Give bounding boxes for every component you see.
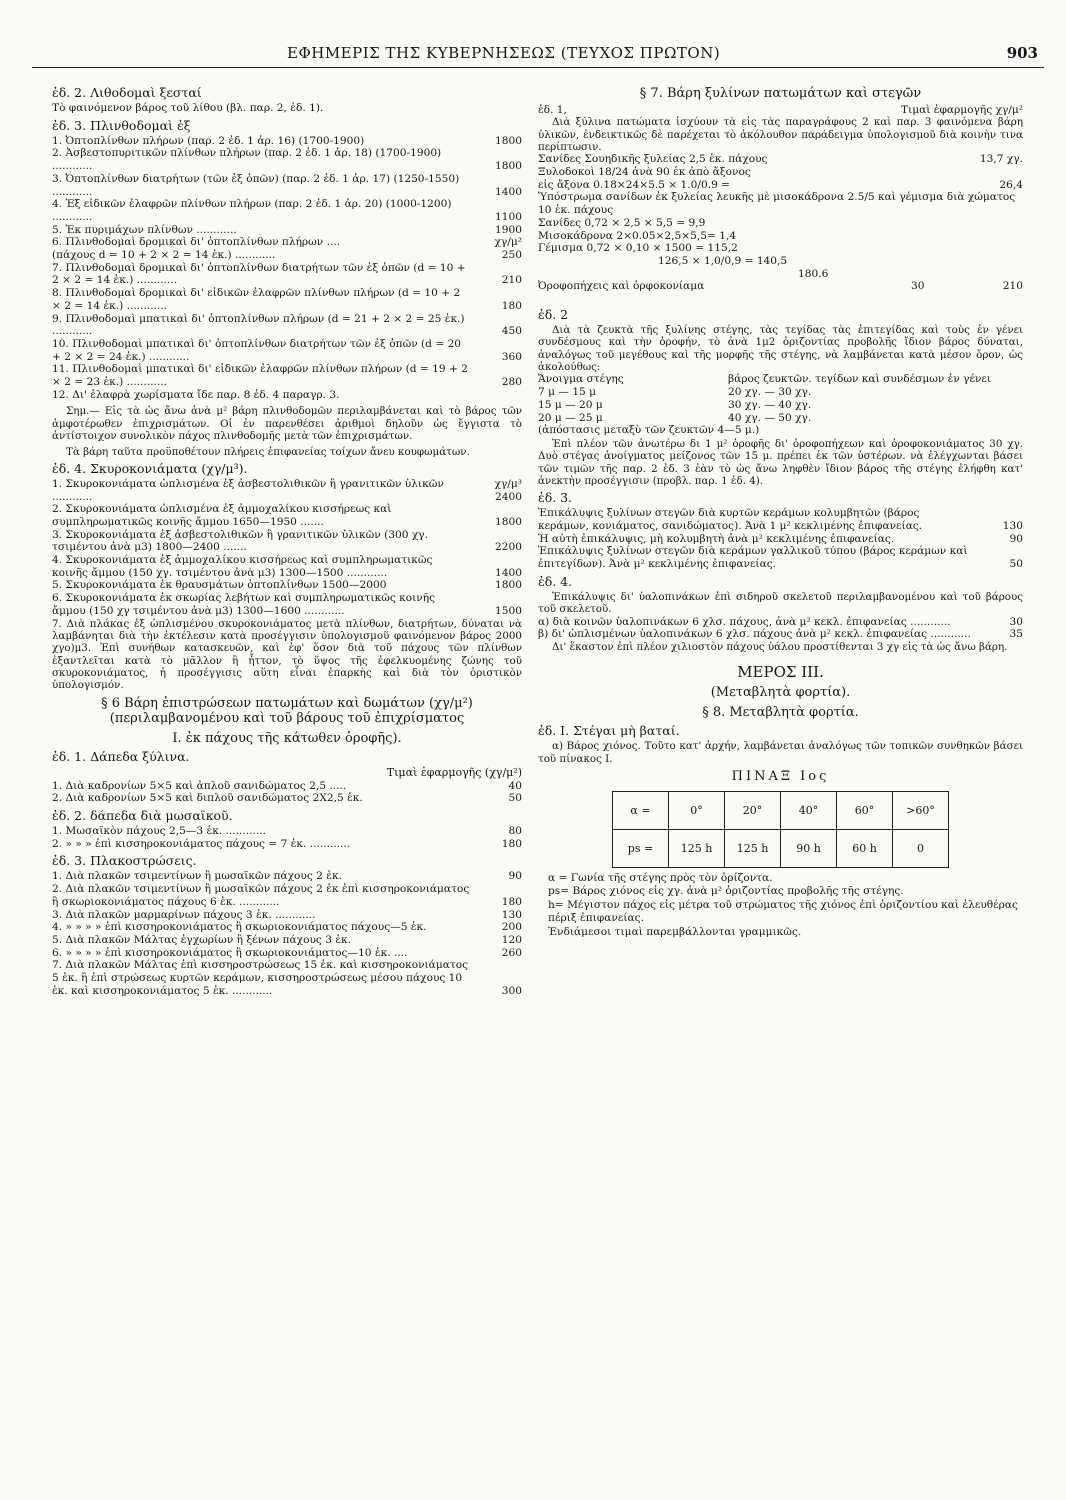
concrete-7: 7. Διὰ πλάκας ἐξ ὡπλισμένου σκυροκονιάματος μετὰ πλίνθων, διατρήτων, δύναται νὰ λαμβάνηται διὰ τὴν ἐκτέλεσιν κατὰ προσέγγισιν ὑπολογισμοῦ φαινόμενον βάρος 2000 χγο)μ3. Ἐπὶ συνήθων κατασκευῶν, καὶ ἐφ' ὅσον διὰ τοῦ πάχους τῶν πλίνθων ἐξαντλεῖται κατὰ τὸ μᾶλλον ἢ ἧττον, τὸ ὕψος τῆς ἐφελκυομένης ζώνης τοῦ σκυροκονιάματος, ἡ προσέγγισις αὕτη εἶναι ἐπαρκὴς καὶ διὰ τὸν ὁριστικὸν ὑπολογισμόν. bbox=[52, 617, 522, 692]
ed2-title: ἐδ. 2. Λιθοδομαὶ ξεσταί bbox=[52, 85, 202, 100]
tiles-list bbox=[52, 870, 522, 997]
snow-table bbox=[612, 791, 949, 868]
unit-head-left: Τιμαὶ ἐφαρμογῆς (χγ/μ²) bbox=[386, 766, 522, 780]
brick-item-value: 180 bbox=[501, 299, 522, 312]
brick-item-text: (πάχους d = 10 + 2 × 2 = 14 ἑκ.) ............ bbox=[52, 249, 276, 262]
brick-item-text: 3. Ὀπτοπλίνθων διατρήτων (τῶν ἐξ ὀπῶν) (παρ. 2 ἐδ. 1 ἀρ. 17) (1250-1550) ............ bbox=[52, 172, 460, 198]
part-title: ΜΕΡΟΣ ΙΙΙ. bbox=[737, 663, 824, 682]
tile-item bbox=[52, 909, 522, 922]
concrete-item bbox=[52, 529, 522, 554]
page-header bbox=[32, 38, 1044, 68]
concrete-item-text: 4. Σκυροκονιάματα ἐξ ἀμμοχαλίκου κισσήρεως καὶ συμπληρωματικῶς κοινῆς ἄμμου (150 χγ. τσιμέντου ἀνὰ μ3) 1300—1500 ............ bbox=[52, 554, 433, 579]
calc-3: εἰς ἄξονα 0.18×24×5.5 × 1.0/0.9 = bbox=[538, 178, 731, 191]
brick-item bbox=[52, 313, 522, 338]
brick-item-text: 2. Ἀσβεστοπυριτικῶν πλίνθων πλήρων (παρ. 2 ἐδ. 1 ἀρ. 18) (1700-1900) ............ bbox=[52, 147, 442, 173]
note-2: Τὰ βάρη ταῦτα προϋποθέτουν πλήρεις ἐπιφανείας τοίχων ἄνευ κουφωμάτων. bbox=[66, 445, 470, 458]
concrete-item bbox=[52, 503, 522, 528]
calc-row-3 bbox=[538, 179, 1023, 192]
glass-item bbox=[538, 628, 1023, 641]
tile-item-text: 1. Διὰ πλακῶν τσιμεντίνων ἢ μωσαϊκῶν πάχους 2 ἑκ. bbox=[52, 870, 342, 883]
table-cell-angle: 40° bbox=[781, 791, 837, 829]
roof-span: 15 μ — 20 μ bbox=[538, 398, 603, 411]
table-cell-angle: α = bbox=[613, 791, 669, 829]
mosaic-list bbox=[52, 825, 522, 850]
glass-list bbox=[538, 616, 1023, 641]
mosaic-item bbox=[52, 838, 522, 851]
tile-item-text: 6. » » » » ἐπὶ κισσηροκονιάματος ἢ σκωριοκονιάματος—10 ἑκ. .... bbox=[52, 946, 408, 959]
tile-item-value: 130 bbox=[501, 908, 522, 921]
roof-weight: 30 χγ. — 40 χγ. bbox=[728, 398, 812, 411]
brick-item bbox=[52, 173, 522, 198]
concrete-item-value: 1500 bbox=[495, 604, 522, 617]
brick-item bbox=[52, 147, 522, 172]
wood-list bbox=[52, 780, 522, 805]
tile-item bbox=[52, 934, 522, 947]
roof-weight: 40 χγ. — 50 χγ. bbox=[728, 411, 812, 424]
brick-item-text: 10. Πλινθοδομαὶ μπατικαὶ δι' ὀπτοπλίνθων διατρήτων τῶν ἐξ ὀπῶν (d = 20 + 2 × 2 = 24 ἑκ.) ............ bbox=[52, 337, 462, 363]
roof-rows bbox=[538, 386, 1023, 424]
brick-item-value: 1900 bbox=[495, 223, 522, 236]
brick-item bbox=[52, 198, 522, 223]
concrete-item-text: 5. Σκυροκονιάματα ἐκ θραυσμάτων ὀπτοπλίνθων 1500—2000 bbox=[52, 579, 387, 592]
table-row-angle bbox=[613, 791, 949, 829]
cover-item-value: 130 bbox=[1002, 520, 1023, 533]
brick-item-text: 7. Πλινθοδομαὶ δρομικαὶ δι' ὀπτοπλίνθων διατρήτων τῶν ἐξ ὀπῶν (d = 10 + 2 × 2 = 14 ἑκ.) ............ bbox=[52, 261, 466, 287]
calc-6: Μισοκάδρονα 2×0.05×2,5×5,5= 1,4 bbox=[538, 229, 737, 242]
unit-head-right: Τιμαὶ ἐφαρμογῆς χγ/μ² bbox=[901, 103, 1023, 116]
mosaic-item-value: 80 bbox=[508, 825, 522, 838]
ed2-right: ἐδ. 2 bbox=[538, 307, 569, 323]
concrete-item-text: 6. Σκυροκονιάματα ἐκ σκωρίας λεβήτων καὶ συμπληρωματικῶς κοινῆς ἄμμου (150 χγ τσιμέντου ἀνὰ μ3) 1300—1600 ............ bbox=[52, 592, 436, 617]
wood-item-text: 2. Διὰ καδρονίων 5×5 καὶ διπλοῦ σανιδώματος 2Χ2,5 ἑκ. bbox=[52, 792, 363, 805]
calc-row-1 bbox=[538, 153, 1023, 166]
wood-item bbox=[52, 780, 522, 793]
brick-item-value: 1800 bbox=[495, 160, 522, 173]
table-cell-angle: >60° bbox=[893, 791, 949, 829]
glass-text: Ἐπικάλυψις δι' ὑαλοπινάκων ἐπὶ σιδηροῦ σκελετοῦ περιλαμβανομένου καὶ τοῦ βάρους τοῦ σκελετοῦ. bbox=[538, 590, 1023, 616]
calc-8: 126,5 × 1,0/0,9 = 140,5 bbox=[658, 254, 788, 267]
snow-text: α) Βάρος χιόνος. Τοῦτο κατ' ἀρχήν, λαμβάνεται ἀναλόγως τῶν τοπικῶν συνθηκῶν βάσει τοῦ πίνακος Ι. bbox=[538, 740, 1023, 765]
cover-list bbox=[538, 507, 1023, 571]
ed2-text: Τὸ φαινόμενον βάρος τοῦ λίθου (βλ. παρ. 2, ἐδ. 1). bbox=[52, 102, 324, 114]
tile-item bbox=[52, 959, 522, 997]
d3-title: ἐδ. 3. Πλακοστρώσεις. bbox=[52, 853, 197, 869]
mosaic-item-text: 2. » » » ἐπὶ κισσηροκονιάματος πάχους = 7 ἑκ. ............ bbox=[52, 837, 351, 850]
cover-item bbox=[538, 533, 1023, 546]
glass-item-value: 35 bbox=[1009, 628, 1023, 641]
cover-item-value: 90 bbox=[1009, 532, 1023, 545]
calc-10: Ὀροφοπήχεις καὶ ὀρφοκονίαμα bbox=[538, 280, 705, 293]
calc-3-value: 26,4 bbox=[999, 178, 1023, 191]
brick-item-text: 5. Ἐκ πυριμάχων πλίνθων ............ bbox=[52, 223, 237, 236]
tile-item-value: 90 bbox=[508, 870, 522, 883]
brick-item bbox=[52, 249, 522, 262]
ed3-right: ἐδ. 3. bbox=[538, 490, 573, 506]
concrete-item bbox=[52, 554, 522, 579]
legend-line: h= Μέγιστον πάχος εἰς μέτρα τοῦ στρώματος τῆς χιόνος ἐπὶ ὁριζοντίου καὶ ἐλευθέρας πέριξ ἐπιφανείας. bbox=[548, 899, 1018, 924]
tile-item bbox=[52, 921, 522, 934]
cover-item bbox=[538, 507, 1023, 532]
glass-item-text: α) διὰ κοινῶν ὑαλοπινάκων 6 χλσ. πάχους, ἀνὰ μ² κεκλ. ἐπιφανείας ............ bbox=[538, 615, 951, 628]
calc-2: Ξυλοδοκοὶ 18/24 ἀνὰ 90 ἑκ ἀπὸ ἄξονος bbox=[538, 166, 751, 179]
tile-item-value: 300 bbox=[501, 984, 522, 997]
table-cell-load: 90 h bbox=[781, 829, 837, 867]
calc-1: Σανίδες Σουηδικῆς ξυλείας 2,5 ἑκ. πάχους bbox=[538, 153, 768, 166]
calc-5: Σανίδες 0,72 × 2,5 × 5,5 = 9,9 bbox=[538, 216, 706, 229]
tile-item-value: 200 bbox=[501, 921, 522, 934]
brick-item bbox=[52, 236, 522, 249]
brick-item-value: 250 bbox=[501, 249, 522, 262]
tile-item-text: 7. Διὰ πλακῶν Μάλτας ἐπὶ κισσηροστρώσεως 15 ἑκ. καὶ κισσηροκονιάματος 5 ἑκ. ἢ ἐπὶ στρώσεως κυρτῶν κεράμων, κισσηροστρώσεως μέσου πάχους 10 ἑκ. καὶ κισσηροκονιάματος 5 ἑκ. ............ bbox=[52, 959, 469, 997]
roof-row bbox=[538, 412, 1023, 425]
table-cell-angle: 20° bbox=[725, 791, 781, 829]
legend-line: α = Γωνία τῆς στέγης πρὸς τὸν ὁρίζοντα. bbox=[548, 871, 773, 884]
concrete-item bbox=[52, 592, 522, 617]
cover-item-text: Ἐπικάλυψις ξυλίνων στεγῶν διὰ κεράμων γαλλικοῦ τύπου (βάρος κεράμων καὶ ἐπιτεγίδων). Ἀνὰ μ² κεκλιμένης ἐπιφανείας. bbox=[538, 545, 968, 571]
section-8-title: § 8. Μεταβλητὰ φορτία. bbox=[702, 704, 859, 720]
brick-item-text: 1. Ὀπτοπλίνθων πλήρων (παρ. 2 ἐδ. 1 ἀρ. 16) (1700-1900) bbox=[52, 134, 365, 147]
glass-item-value: 30 bbox=[1009, 615, 1023, 628]
wood-item-text: 1. Διὰ καδρονίων 5×5 καὶ ἁπλοῦ σανιδώματος 2,5 ..... bbox=[52, 779, 347, 792]
note-1: Σημ.— Εἰς τὰ ὡς ἄνω ἀνὰ μ² βάρη πλινθοδομῶν περιλαμβάνεται καὶ τὸ βάρος τῶν ἀμφοτέρωθεν ἐπιχρισμάτων. Οἱ ἐν παρενθέσει ἀριθμοὶ δηλοῦν ὡς ἔγγιστα τὸ ἀντίστοιχον συνολικὸν πάχος πλινθοδομῆς μετὰ τῶν ἐπιχρισμάτων. bbox=[52, 405, 522, 443]
tile-item-value: 120 bbox=[501, 933, 522, 946]
brick-item-value: 450 bbox=[501, 325, 522, 338]
concrete-item-value: 1800 bbox=[495, 515, 522, 528]
running-title: ΕΦΗΜΕΡΙΣ ΤΗΣ ΚΥΒΕΡΝΗΣΕΩΣ (ΤΕΥΧΟΣ ΠΡΩΤΟΝ) bbox=[287, 44, 721, 62]
wood-item bbox=[52, 792, 522, 805]
glass-item bbox=[538, 616, 1023, 629]
roof-row bbox=[538, 399, 1023, 412]
roof-text: Ἐπὶ πλέον τῶν ἀνωτέρω δι 1 μ² ὀροφῆς δι' ὀροφοπήχεων καὶ ὀροφοκονιάματος 30 χγ. Δυὸ στέγας ἀνοίγματος μείζονος τῶν 15 μ. πρέπει ἐκ τῶν ὑστέρων. νὰ ἐλέγχωνται βάσει τῶν τιμῶν τῆς παρ. 2 ἐδ. 3 ἐὰν τὸ ὡς ἄνω ληφθὲν ἴδιον βάρος τῆς στέγης ἐλήφθη κατ' ἀνεκτὴν προσέγγισιν (προβλ. παρ. 1 ἐδ. 4). bbox=[538, 437, 1023, 487]
calc-9: 180.6 bbox=[798, 267, 829, 280]
concrete-item-value: 1400 bbox=[495, 566, 522, 579]
part-subtitle: (Μεταβλητὰ φορτία). bbox=[710, 685, 851, 701]
brick-item-text: 8. Πλινθοδομαὶ δρομικαὶ δι' εἰδικῶν ἐλαφρῶν πλίνθων πλήρων (d = 10 + 2 × 2 = 14 ἑκ.) ............ bbox=[52, 287, 461, 312]
brick-item-text: 4. Ἐξ εἰδικῶν ἐλαφρῶν πλίνθων πλήρων (παρ. 2 ἐδ. 1 ἀρ. 20) (1000-1200) ............ bbox=[52, 198, 452, 223]
section-6-title: § 6 Βάρη ἐπιστρώσεων πατωμάτων καὶ δωμάτων (χγ/μ²) (περιλαμβανομένου καὶ τοῦ βάρους τοῦ ἐπιχρίσματος bbox=[101, 695, 473, 727]
calc-1-value: 13,7 χγ. bbox=[979, 153, 1023, 166]
brick-item-value: 1400 bbox=[495, 185, 522, 198]
concrete-item bbox=[52, 478, 522, 503]
tile-item bbox=[52, 947, 522, 960]
brick-item bbox=[52, 389, 522, 402]
concrete-list bbox=[52, 478, 522, 618]
table-cell-load: 125 h bbox=[669, 829, 725, 867]
brick-item bbox=[52, 135, 522, 148]
cover-item-text: Ἡ αὐτὴ ἐπικάλυψις, μὴ κολυμβητὴ ἀνὰ μ² κεκλιμένης ἐπιφανείας. bbox=[538, 532, 895, 545]
concrete-item-text: 2. Σκυροκονιάματα ὡπλισμένα ἐξ ἀμμοχαλίκου κισσήρεως καὶ συμπληρωματικῶς κοινῆς ἄμμου 1650—1950 ....... bbox=[52, 503, 392, 528]
table-cell-load: 125 h bbox=[725, 829, 781, 867]
roof-span: 20 μ — 25 μ bbox=[538, 411, 603, 424]
tile-item-value: 180 bbox=[501, 895, 522, 908]
ed4-title: ἐδ. 4. Σκυροκονιάματα (χγ/μ³). bbox=[52, 460, 248, 476]
brick-item bbox=[52, 338, 522, 363]
concrete-item-text: 1. Σκυροκονιάματα ὡπλισμένα ἐξ ἀσβεστολιθικῶν ἢ γρανιτικῶν ὑλικῶν ............ bbox=[52, 477, 444, 503]
mosaic-item bbox=[52, 825, 522, 838]
calc-10-total: 210 bbox=[1002, 280, 1023, 293]
tile-item-text: 4. » » » » ἐπὶ κισσηροκονιάματος ἢ σκωριοκονιάματος πάχους—5 ἑκ. bbox=[52, 921, 427, 934]
table-cell-load: 60 h bbox=[837, 829, 893, 867]
wood-item-value: 50 bbox=[508, 792, 522, 805]
ed2-right-text: Διὰ τὰ ζευκτὰ τῆς ξυλίνης στέγης, τὰς τεγίδας τὰς ἐπιτεγίδας καὶ τοὺς ἐν γένει συνδέσμους καὶ τὴν ὀροφήν, τὸ ἀνὰ 1μ2 ὁριζοντίας προβολῆς ἴδιον βάρος δύναται, ἀναλόγως τοῦ μεγέθους καὶ τῆς μορφῆς τῆς στέγης, νὰ λαμβάνεται κατὰ μέσον ὅρον, ὡς ἀκολούθως: bbox=[538, 324, 1023, 374]
brick-item-text: 12. Δι' ἐλαφρὰ χωρίσματα ἴδε παρ. 8 ἐδ. 4 παραγρ. 3. bbox=[52, 388, 340, 401]
brick-item-text: 6. Πλινθοδομαὶ δρομικαὶ δι' ὀπτοπλίνθων πλήρων .... bbox=[52, 236, 341, 249]
left-column bbox=[52, 82, 522, 1492]
tile-item bbox=[52, 870, 522, 883]
concrete-item-value: 1800 bbox=[495, 579, 522, 592]
concrete-item-value: χγ/μ³ 2400 bbox=[494, 477, 522, 503]
cover-item bbox=[538, 545, 1023, 570]
tile-item-text: 5. Διὰ πλακῶν Μάλτας ἐγχωρίων ἢ ξένων πάχους 3 ἑκ. bbox=[52, 933, 351, 946]
calc-4: Ὑπόστρωμα σανίδων ἐκ ξυλείας λευκῆς μὲ μισοκάδρονα 2.5/5 καὶ γέμισμα διὰ χώματος 10 ἑκ. πάχους bbox=[538, 191, 1016, 217]
wood-item-value: 40 bbox=[508, 779, 522, 792]
table-row-load bbox=[613, 829, 949, 867]
brick-item-text: 11. Πλινθοδομαὶ μπατικαὶ δι' εἰδικῶν ἐλαφρῶν πλίνθων πλήρων (d = 19 + 2 × 2 = 23 ἑκ.) ............ bbox=[52, 363, 468, 389]
concrete-item bbox=[52, 579, 522, 592]
concrete-item-text: 3. Σκυροκονιάματα ἐξ ἀσβεστολιθικῶν ἢ γρανιτικῶν ὑλικῶν (300 χγ. τσιμέντου ἀνὰ μ3) 1800—2400 ....... bbox=[52, 528, 428, 554]
roof-span: 7 μ — 15 μ bbox=[538, 386, 597, 399]
brick-item-value: 1100 bbox=[495, 210, 522, 223]
section-6-sub: Ι. ἐκ πάχους τῆς κάτωθεν ὀροφῆς). bbox=[172, 730, 402, 746]
s8-ed1: ἐδ. Ι. Στέγαι μὴ βαταί. bbox=[538, 723, 680, 739]
roof-header bbox=[538, 373, 1023, 386]
legend-line: Ἐνδιάμεσοι τιμαὶ παρεμβάλλονται γραμμικῶς. bbox=[548, 925, 802, 938]
table-cell-angle: 60° bbox=[837, 791, 893, 829]
page-number: 903 bbox=[1006, 44, 1038, 62]
d1-title: ἐδ. 1. Δάπεδα ξύλινα. bbox=[52, 749, 190, 765]
glass-note: Δι' ἕκαστον ἐπὶ πλέον χιλιοστὸν πάχους ὑάλου προστίθενται 3 χγ εἰς τὰ ὡς ἄνω βάρη. bbox=[552, 640, 1008, 653]
section-7-title: § 7. Βάρη ξυλίνων πατωμάτων καὶ στεγῶν bbox=[639, 86, 922, 101]
tile-item bbox=[52, 883, 522, 908]
tile-item-text: 3. Διὰ πλακῶν μαρμαρίνων πάχους 3 ἑκ. ............ bbox=[52, 908, 316, 921]
brick-item-value: 1800 bbox=[495, 134, 522, 147]
brick-item-value: 210 bbox=[501, 274, 522, 287]
brick-item bbox=[52, 224, 522, 237]
ed4-right: ἐδ. 4. bbox=[538, 573, 573, 589]
brick-item-value: 280 bbox=[501, 376, 522, 389]
table-cell-angle: 0° bbox=[669, 791, 725, 829]
cover-item-value: 50 bbox=[1009, 558, 1023, 571]
calc-10-value: 30 bbox=[911, 280, 925, 293]
tile-item-value: 260 bbox=[501, 946, 522, 959]
table-legend bbox=[538, 872, 1023, 939]
calc-7: Γέμισμα 0,72 × 0,10 × 1500 = 115,2 bbox=[538, 242, 738, 255]
ed3-title: ἐδ. 3. Πλινθοδομαὶ ἐξ bbox=[52, 117, 191, 133]
brick-item bbox=[52, 363, 522, 388]
table-title: ΠΙΝΑΞ Ιος bbox=[731, 769, 830, 785]
ed1-text: Διὰ ξύλινα πατώματα ἰσχύουν τὰ εἰς τὰς παραγράφους 2 καὶ παρ. 3 φαινόμενα βάρη ὑλικῶν, ἐνδεικτικῶς δὲ παρέχεται τὸ ἀκόλουθον παράδειγμα ὑπολογισμοῦ διὰ κοινὴν τινα περίπτωσιν. bbox=[538, 116, 1023, 153]
brick-item bbox=[52, 287, 522, 312]
roof-head-weight: βάρος ζευκτῶν. τεγίδων καὶ συνδέσμων ἐν γένει bbox=[728, 373, 992, 386]
roof-weight: 20 χγ. — 30 χγ. bbox=[728, 386, 812, 399]
bricks-list bbox=[52, 135, 522, 402]
concrete-item-value: 2200 bbox=[495, 541, 522, 554]
mosaic-item-text: 1. Μωσαϊκὸν πάχους 2,5—3 ἑκ. ............ bbox=[52, 825, 266, 838]
brick-item-value: 360 bbox=[501, 350, 522, 363]
roof-row bbox=[538, 386, 1023, 399]
calc-row-10 bbox=[538, 280, 1023, 293]
brick-item-value: χγ/μ² bbox=[494, 236, 522, 249]
glass-item-text: β) δι' ὡπλισμένων ὑαλοπινάκων 6 χλσ. πάχους ἀνὰ μ² κεκλ. ἐπιφανείας ............ bbox=[538, 628, 971, 641]
table-cell-load: ps = bbox=[613, 829, 669, 867]
ed1-label: ἐδ. 1, bbox=[538, 103, 567, 116]
brick-item bbox=[52, 262, 522, 287]
brick-item-text: 9. Πλινθοδομαὶ μπατικαὶ δι' ὀπτοπλίνθων πλήρων (d = 21 + 2 × 2 = 25 ἑκ.) ............ bbox=[52, 312, 465, 338]
right-column bbox=[538, 82, 1023, 1492]
d2-title: ἐδ. 2. δάπεδα διὰ μωσαϊκοῦ. bbox=[52, 808, 233, 824]
mosaic-item-value: 180 bbox=[501, 837, 522, 850]
tile-item-text: 2. Διὰ πλακῶν τσιμεντίνων ἢ μωσαϊκῶν πάχους 2 ἑκ ἐπὶ κισσηροκονιάματος ἢ σκωριοκονιάματος πάχους 6 ἑκ. ............ bbox=[52, 883, 470, 908]
roof-note: (ἀπόστασις μεταξὺ τῶν ζευκτῶν 4—5 μ.) bbox=[538, 424, 760, 437]
roof-head-span: Ἄνοιγμα στέγης bbox=[538, 373, 624, 386]
ed1-row bbox=[538, 104, 1023, 117]
table-cell-load: 0 bbox=[893, 829, 949, 867]
legend-line: ps= Βάρος χιόνος εἰς χγ. ἀνὰ μ² ὁριζοντίας προβολῆς τῆς στέγης. bbox=[548, 885, 904, 898]
cover-item-text: Ἐπικάλυψις ξυλίνων στεγῶν διὰ κυρτῶν κεράμων κολυμβητῶν (βάρος κεράμων, κονιάματος, σανιδώματος). Ἀνὰ 1 μ² κεκλιμένης ἐπιφανείας. bbox=[538, 507, 923, 533]
